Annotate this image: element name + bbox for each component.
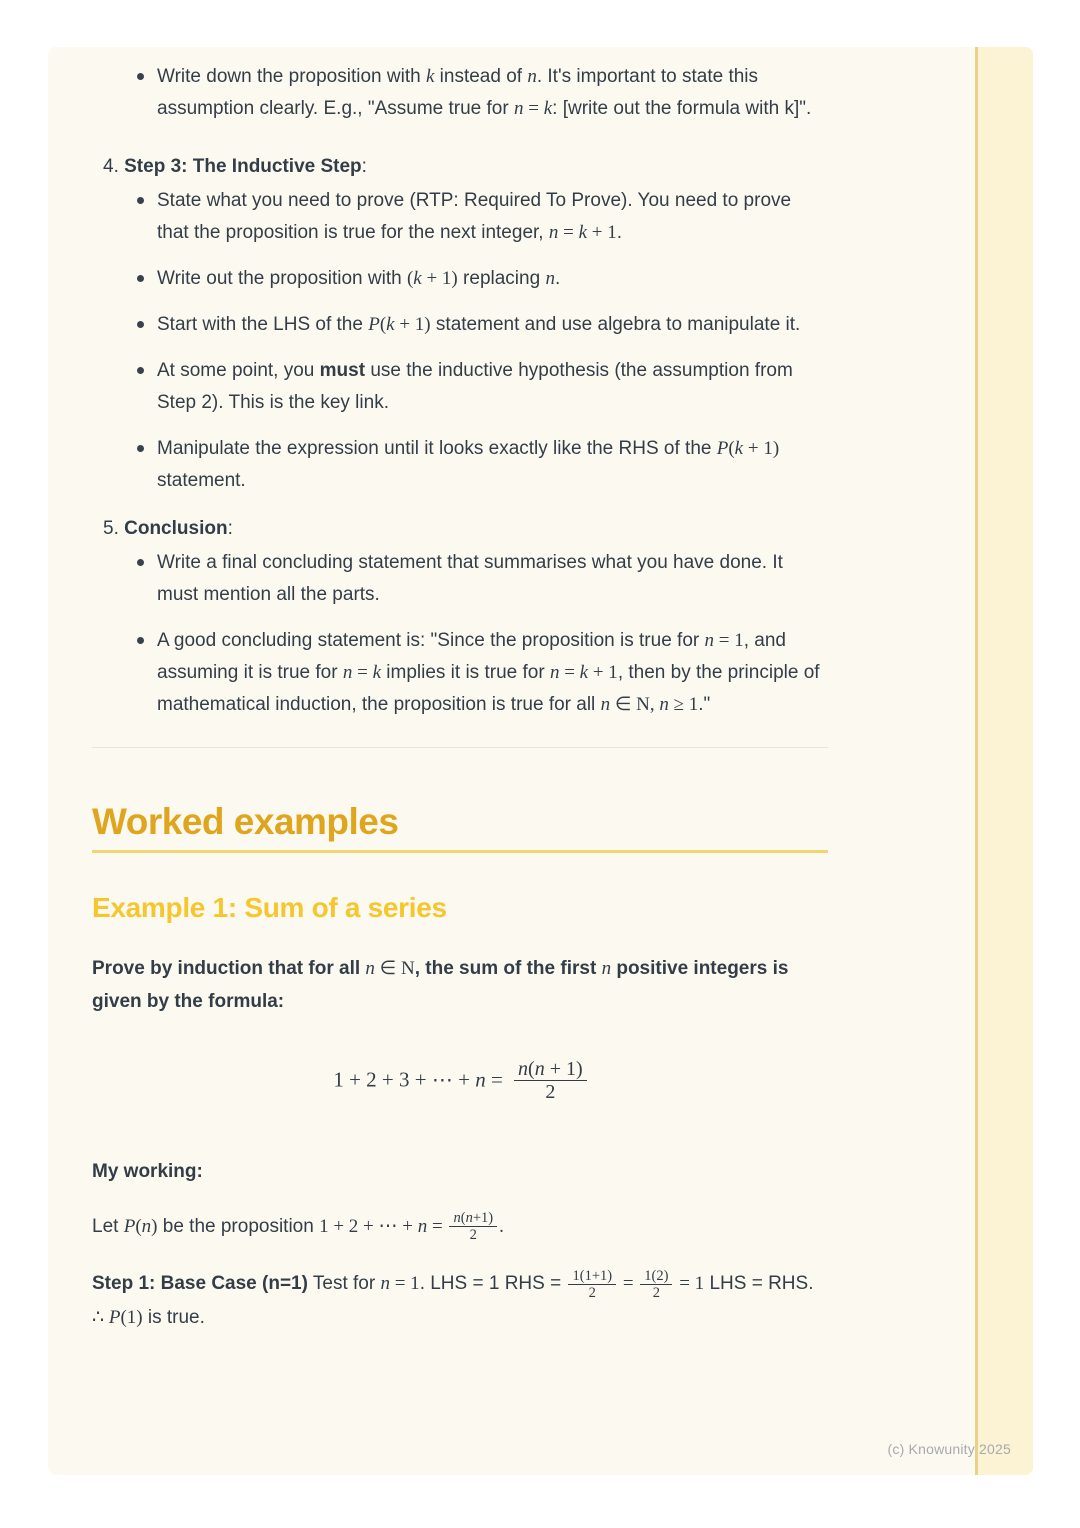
step3-heading: 4. Step 3: The Inductive Step: xyxy=(103,156,367,177)
conclusion-list xyxy=(92,547,828,721)
bullet-marker xyxy=(137,275,144,282)
fraction: $\frac{n(n+1)}{2}$ xyxy=(449,1210,497,1243)
bullet-marker xyxy=(137,197,144,204)
fraction: $\frac{1(1+1)}{2}$ xyxy=(568,1268,616,1301)
display-equation: 1 + 2 + 3 + ⋯ + n = $\frac{n(n + 1)}{2}$ xyxy=(92,1058,828,1110)
conclusion-heading: 5. Conclusion: xyxy=(103,518,233,539)
bullet-marker xyxy=(137,321,144,328)
heading-underline xyxy=(92,850,828,853)
example1-heading: Example 1: Sum of a series xyxy=(92,892,447,923)
list-item xyxy=(92,309,828,341)
bullet-marker xyxy=(137,445,144,452)
content-column xyxy=(92,59,828,1335)
worked-examples-heading: Worked examples xyxy=(92,801,399,842)
list-item xyxy=(92,61,828,125)
list-item-text: Start with the LHS of the P(k + 1) statement and use algebra to manipulate it. xyxy=(157,314,801,335)
list-item-text: Write a final concluding statement that summarises what you have done. It must mention all the parts. xyxy=(157,552,783,605)
intro-bullet-list xyxy=(92,61,828,125)
step1-base-case-line: Step 1: Base Case (n=1) Test for n = 1. LHS = 1 RHS = $\frac{1(1+1)}{2}$ = $\frac{1(2)}{2}$ = 1 LHS = RHS. ∴ P(1) is true. xyxy=(92,1267,814,1329)
list-item-text: Write down the proposition with k instead of n. It's important to state this assumption clearly. E.g., "Assume true for n = k: [write out the formula with k]". xyxy=(157,66,812,119)
list-item xyxy=(92,185,828,249)
fraction: $\frac{n(n + 1)}{2}$ xyxy=(514,1058,587,1104)
list-item-text: Manipulate the expression until it looks exactly like the RHS of the P(k + 1) statement. xyxy=(157,438,780,491)
page-card xyxy=(48,47,1033,1475)
list-item xyxy=(92,355,828,419)
bullet-marker xyxy=(137,73,144,80)
bullet-marker xyxy=(137,637,144,644)
accent-strip xyxy=(975,47,1033,1475)
bullet-marker xyxy=(137,559,144,566)
step3-list xyxy=(92,185,828,497)
list-item xyxy=(92,263,828,295)
let-proposition-line: Let P(n) be the proposition 1 + 2 + ⋯ + n = $\frac{n(n+1)}{2}$ . xyxy=(92,1210,504,1244)
fraction: $\frac{1(2)}{2}$ xyxy=(640,1268,672,1301)
problem-statement: Prove by induction that for all n ∈ N, the sum of the first n positive integers is given by the formula: xyxy=(92,958,789,1012)
list-item xyxy=(92,433,828,497)
list-item-text: At some point, you must use the inductive hypothesis (the assumption from Step 2). This is the key link. xyxy=(157,360,793,413)
bullet-marker xyxy=(137,367,144,374)
list-item xyxy=(92,547,828,611)
list-item-text: State what you need to prove (RTP: Required To Prove). You need to prove that the proposition is true for the next integer, n = k + 1. xyxy=(157,190,792,243)
copyright-footer: (c) Knowunity 2025 xyxy=(887,1441,1011,1457)
list-item-text: A good concluding statement is: "Since the proposition is true for n = 1, and assuming it is true for n = k implies it is true for n = k + 1, then by the principle of mathematical induction, the proposition is true for all n ∈ N, n ≥ 1." xyxy=(157,630,820,715)
list-item-text: Write out the proposition with (k + 1) replacing n. xyxy=(157,268,561,289)
section-divider xyxy=(92,747,828,748)
my-working-label: My working: xyxy=(92,1161,203,1182)
list-item xyxy=(92,625,828,721)
